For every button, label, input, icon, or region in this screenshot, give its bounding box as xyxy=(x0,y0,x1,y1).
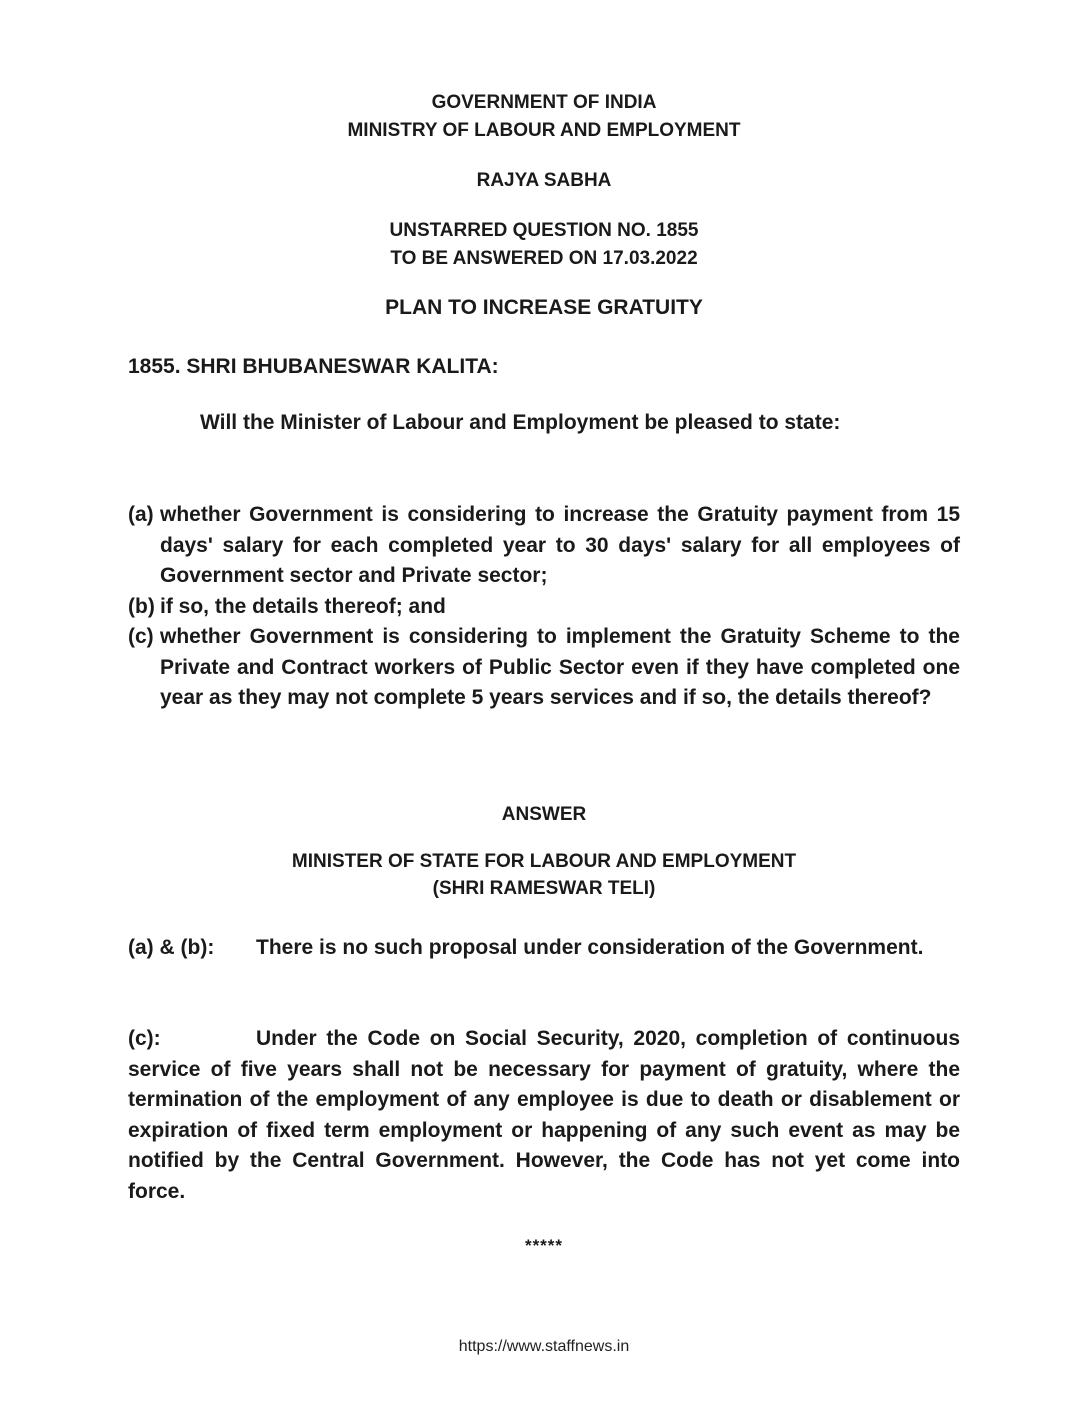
end-mark: ***** xyxy=(524,1236,564,1255)
answer-c-label: (c): xyxy=(128,1027,161,1050)
minister-title: MINISTER OF STATE FOR LABOUR AND EMPLOYMENT xyxy=(291,851,797,872)
item-text: whether Government is considering to increase the Gratuity payment from 15 days' salary for each completed year to 30 days' salary for all employees of Government sector and Private sector; xyxy=(160,503,960,587)
answer-ab-text: There is no such proposal under consideration of the Government. xyxy=(256,936,924,959)
answer-c xyxy=(128,1024,960,1207)
item-text: whether Government is considering to implement the Gratuity Scheme to the Private and Contract workers of Public Sector even if they have completed one year as they may not complete 5 years services and if so, the details thereof? xyxy=(160,625,960,709)
item-text: if so, the details thereof; and xyxy=(160,594,446,618)
question-item-a xyxy=(128,500,960,592)
answer-c-text: Under the Code on Social Security, 2020, completion of continuous service of five years shall not be necessary for payment of gratuity, where the termination of the employment of any employee is due to death or disablement or expiration of fixed term employment or happening of any such event as may be notified by the Central Government. However, the Code has not yet come into force. xyxy=(128,1027,960,1203)
subject-title: PLAN TO INCREASE GRATUITY xyxy=(385,296,703,319)
item-label: (c) xyxy=(128,625,154,648)
question-items xyxy=(128,500,960,714)
item-label: (b) xyxy=(128,594,155,618)
question-number: UNSTARRED QUESTION NO. 1855 xyxy=(389,220,699,241)
header-government: GOVERNMENT OF INDIA xyxy=(431,92,657,113)
question-item-c xyxy=(128,622,960,714)
answer-ab xyxy=(128,933,960,964)
header-house: RAJYA SABHA xyxy=(476,170,612,191)
answer-ab-label: (a) & (b): xyxy=(128,936,215,959)
item-label: (a) xyxy=(128,503,154,526)
answer-date: TO BE ANSWERED ON 17.03.2022 xyxy=(390,248,698,269)
question-item-b xyxy=(128,592,960,623)
question-intro: Will the Minister of Labour and Employment be pleased to state: xyxy=(200,411,841,434)
question-asker: 1855. SHRI BHUBANESWAR KALITA: xyxy=(128,355,499,378)
footer-url: https://www.staffnews.in xyxy=(458,1338,630,1355)
answer-heading: ANSWER xyxy=(501,804,587,825)
minister-name: (SHRI RAMESWAR TELI) xyxy=(432,878,656,899)
header-ministry: MINISTRY OF LABOUR AND EMPLOYMENT xyxy=(347,120,741,141)
